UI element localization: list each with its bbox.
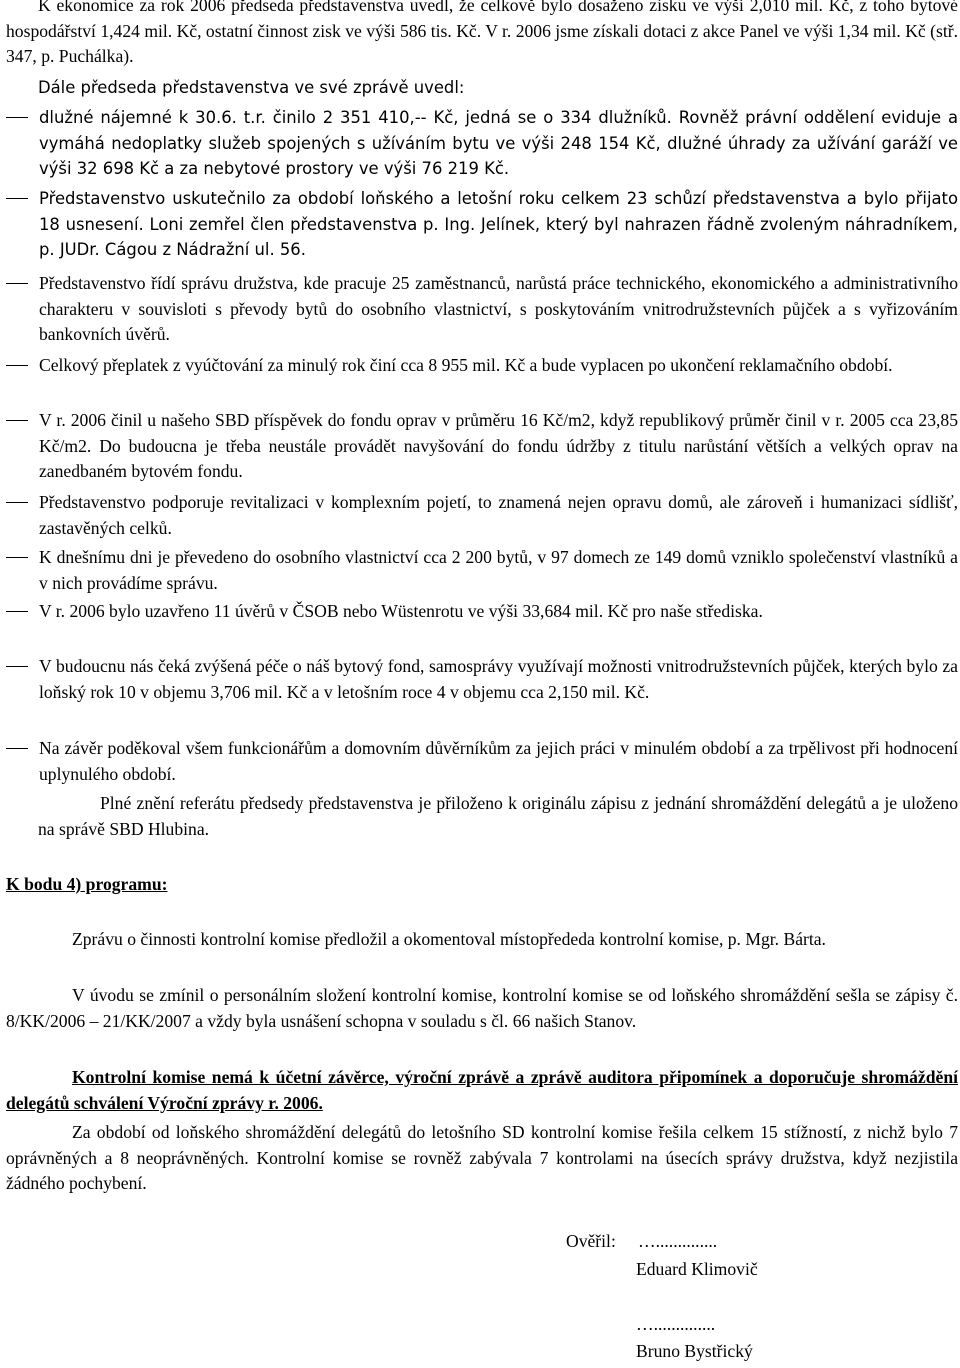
complaints-paragraph: Za období od loňského shromáždění delegátů do letošního SD kontrolní komise řešila celkem 15 stížností, z nichž bylo 7 oprávněných a 8 neoprávněných. Kontrolní komise se rovněž zabývala 7 kontrolami na úsecích správy družstva, když nezjistila žádného pochybení.	[6, 1122, 958, 1194]
list-item-text: dlužné nájemné k 30.6. t.r. činilo 2 351 410,-- Kč, jedná se o 334 dlužníků. Rovněž právní oddělení eviduje a vymáhá nedoplatky služeb spojených s užíváním bytu ve výši 248 154 Kč, dlužné úhrady za užívání garáží ve výši 32 698 Kč a za nebytové prostory ve výši 76 219 Kč.	[39, 108, 958, 179]
dash-bullet	[6, 420, 28, 421]
signature-dots: …..............	[636, 1314, 716, 1334]
dash-bullet	[6, 666, 28, 667]
dash-bullet	[6, 557, 28, 558]
verified-label: Ověřil:	[566, 1231, 616, 1251]
list-item-text: Na závěr poděkoval všem funkcionářům a domovním důvěrníkům za jejich práci v minulém období a za trpělivost při hodnocení uplynulého období.	[39, 738, 958, 784]
control-report-paragraph: Zprávu o činnosti kontrolní komise předložil a okomentoval místopřededa kontrolní komise, p. Mgr. Bárta.	[72, 929, 826, 949]
signer-name: Bruno Bystřický	[636, 1341, 753, 1361]
composition-paragraph: V úvodu se zmínil o personálním složení kontrolní komise, kontrolní komise se od loňského shromáždění sešla se zápisy č. 8/KK/2006 – 21/KK/2007 a vždy byla usnášení schopna v souladu s čl. 66 našich Stanov.	[6, 985, 958, 1031]
economics-paragraph: K ekonomice za rok 2006 předseda představenstva uvedl, že celkově bylo dosaženo zisku ve výši 2,010 mil. Kč, z toho bytové hospodářství 1,424 mil. Kč, ostatní činnost zisk ve výši 586 tis. Kč. V r. 2006 jsme získali dotaci z akce Panel ve výši 1,34 mil. Kč (stř. 347, p. Puchálka).	[6, 0, 958, 67]
dash-bullet	[6, 365, 28, 366]
list-item-text: Celkový přeplatek z vyúčtování za minulý rok činí cca 8 955 mil. Kč a bude vyplacen po ukončení reklamačního období.	[39, 355, 893, 375]
dash-bullet	[6, 748, 28, 749]
dash-bullet	[6, 502, 28, 503]
signature-dots: …..............	[638, 1231, 718, 1251]
report-intro-paragraph: Dále předseda představenstva ve své zprávě uvedl:	[38, 78, 465, 97]
list-item-text: Představenstvo uskutečnilo za období loňského a letošní roku celkem 23 schůzí představenstva a bylo přijato 18 usnesení. Loni zemřel člen představenstva p. Ing. Jelínek, který byl nahrazen řádně zvoleným náhradníkem, p. JUDr. Cágou z Nádražní ul. 56.	[39, 189, 958, 260]
closing-paragraph: Plné znění referátu předsedy představenstva je přiloženo k originálu zápisu z jednání shromáždění delegátů a je uloženo na správě SBD Hlubina.	[38, 793, 958, 839]
dash-bullet	[6, 611, 28, 612]
list-item-text: V r. 2006 činil u našeho SBD příspěvek do fondu oprav v průměru 16 Kč/m2, když republikový průměr činil v r. 2005 cca 23,85 Kč/m2. Do budoucna je třeba neustále provádět navyšování do fondu údržby z titulu narůstání větších a velkých oprav na zanedbaném bytovém fondu.	[39, 410, 958, 482]
dash-bullet	[6, 198, 28, 199]
dash-bullet	[6, 283, 28, 284]
signer-name: Eduard Klimovič	[636, 1259, 758, 1279]
list-item-text: V r. 2006 bylo uzavřeno 11 úvěrů v ČSOB nebo Wüstenrotu ve výši 33,684 mil. Kč pro naše střediska.	[39, 601, 763, 621]
audit-statement-paragraph: Kontrolní komise nemá k účetní závěrce, výroční zprávě a zprávě auditora připomínek a doporučuje shromáždění delegátů schválení Výroční zprávy r. 2006.	[6, 1067, 958, 1113]
list-item-text: Představenstvo podporuje revitalizaci v komplexním pojetí, to znamená nejen opravu domů, ale zároveň i humanizaci sídlišť, zastavěných celků.	[39, 492, 958, 538]
list-item-text: Představenstvo řídí správu družstva, kde pracuje 25 zaměstnanců, narůstá práce technického, ekonomického a administrativního charakteru v souvisloti s převody bytů do osobního vlastnictví, s poskytováním vnitrodružstevních půjček a s vyřizováním bankovních úvěrů.	[39, 273, 958, 345]
dash-bullet	[6, 117, 28, 118]
list-item-text: K dnešnímu dni je převedeno do osobního vlastnictví cca 2 200 bytů, v 97 domech ze 149 domů vzniklo společenství vlastníků a v nich provádíme správu.	[39, 547, 958, 593]
list-item-text: V budoucnu nás čeká zvýšená péče o náš bytový fond, samosprávy využívají možnosti vnitrodružstevních půjček, kterých bylo za loňský rok 10 v objemu 3,706 mil. Kč a v letošním roce 4 v objemu cca 2,150 mil. Kč.	[39, 656, 958, 702]
section-heading: K bodu 4) programu:	[6, 874, 168, 894]
